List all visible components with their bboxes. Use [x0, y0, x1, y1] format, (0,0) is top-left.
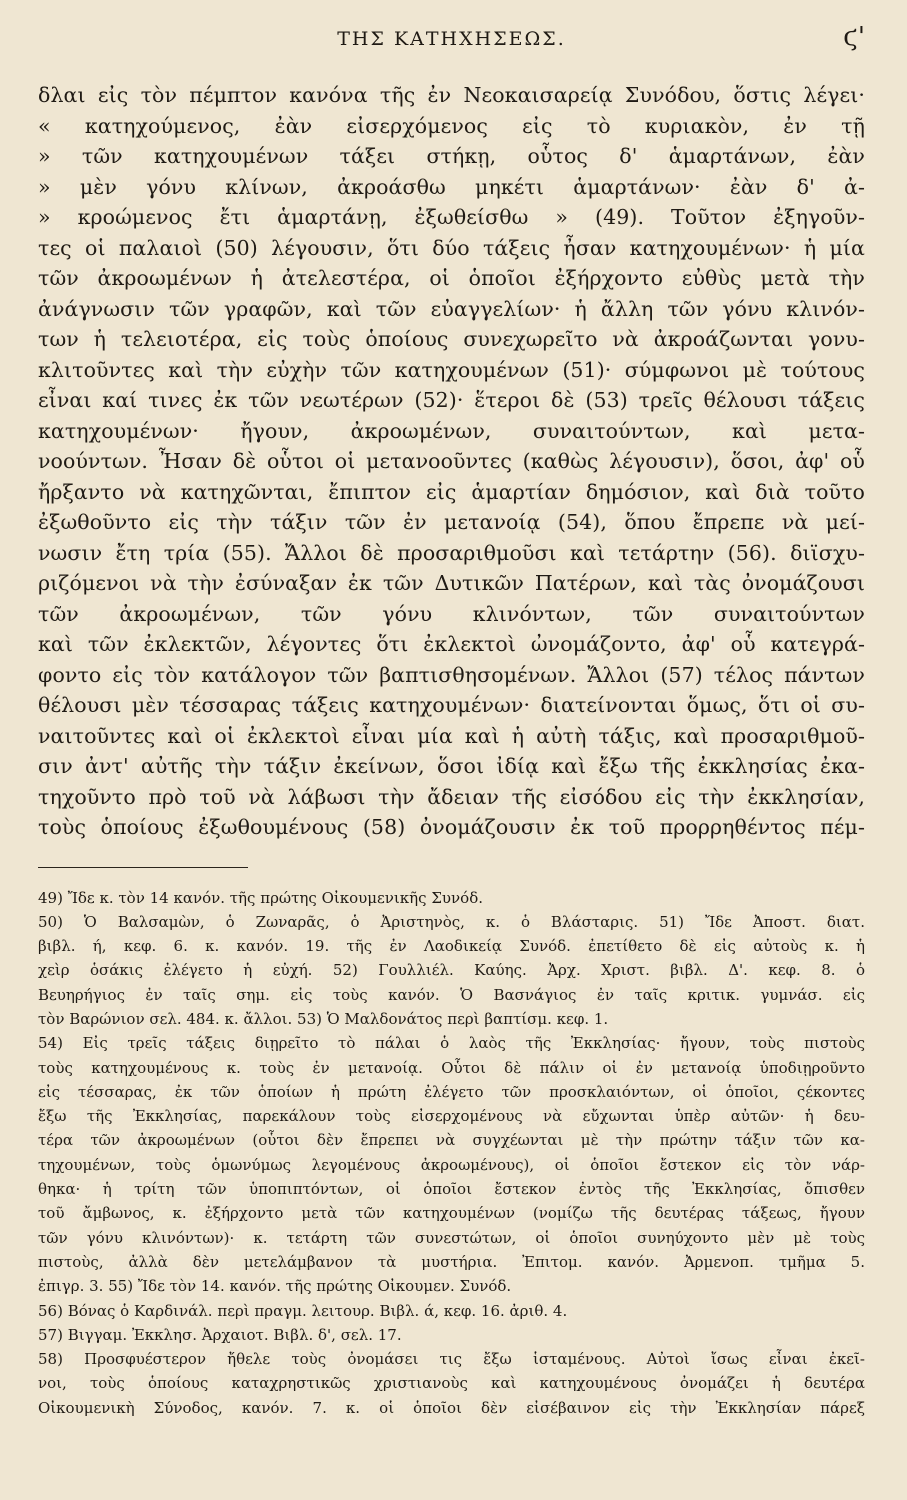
text-line: τοὺς ὁποίους ἐξωθουμένους (58) ὀνομάζουσιν ἐκ τοῦ προρρηθέντος πέμ-: [38, 815, 865, 839]
footnote-line: ἔξω τῆς Ἐκκλησίας, παρεκάλουν τοὺς εἰσερχομένους νὰ εὔχωνται ὑπὲρ αὐτῶν· ἡ δευ-: [38, 1107, 865, 1126]
text-line: σιν ἀντ' αὐτῆς τὴν τάξιν ἐκείνων, ὅσοι ἰδίᾳ καὶ ἔξω τῆς ἐκκλησίας ἐκα-: [38, 754, 865, 778]
text-line: » τῶν κατηχουμένων τάξει στήκῃ, οὗτος δ' ἁμαρτάνων, ἐὰν: [38, 144, 865, 168]
footnote-line: τέρα τῶν ἀκροωμένων (οὗτοι δὲν ἔπρεπει νὰ συγχέωνται μὲ τὴν πρώτην τάξιν τῶν κα-: [38, 1131, 865, 1150]
text-line: καὶ τῶν ἐκλεκτῶν, λέγοντες ὅτι ἐκλεκτοὶ ὠνομάζοντο, ἀφ' οὗ κατεγρά-: [38, 632, 865, 656]
text-line: τηχοῦντο πρὸ τοῦ νὰ λάβωσι τὴν ἄδειαν τῆς εἰσόδου εἰς τὴν ἐκκλησίαν,: [38, 784, 865, 809]
text-line: δλαι εἰς τὸν πέμπτον κανόνα τῆς ἐν Νεοκαισαρείᾳ Συνόδου, ὅστις λέγει·: [38, 83, 865, 107]
text-line: εἶναι καί τινες ἐκ τῶν νεωτέρων (52)· ἕτεροι δὲ (53) τρεῖς θέλουσι τάξεις: [38, 388, 865, 412]
text-line: ἀνάγνωσιν τῶν γραφῶν, καὶ τῶν εὐαγγελίων· ἡ ἄλλη τῶν γόνυ κλινόν-: [38, 296, 865, 321]
text-line: ναιτοῦντες καὶ οἱ ἐκλεκτοὶ εἶναι μία καὶ ἡ αὐτὴ τάξις, καὶ προσαριθμοῦ-: [38, 723, 865, 748]
page-header: [38, 22, 865, 66]
footnote-line: τῶν γόνυ κλινόντων)· κ. τετάρτη τῶν συνεστώτων, οἱ ὁποῖοι συνηύχοντο μὲν μὲ τοὺς: [38, 1228, 865, 1247]
footnote-line: 57) Βιγγαμ. Ἐκκλησ. Ἀρχαιοτ. Βιβλ. δ', σελ. 17.: [38, 1325, 402, 1344]
footnote-line: χεὶρ ὁσάκις ἐλέγετο ἡ εὐχή. 52) Γουλλιέλ. Καύης. Ἀρχ. Χριστ. βιβλ. Δ'. κεφ. 8. ὁ: [38, 961, 865, 980]
text-line: ἤρξαντο νὰ κατηχῶνται, ἔπιπτον εἰς ἁμαρτίαν δημόσιον, καὶ διὰ τοῦτο: [38, 479, 865, 504]
text-line: τες οἱ παλαιοὶ (50) λέγουσιν, ὅτι δύο τάξεις ἦσαν κατηχουμένων· ἡ μία: [38, 235, 865, 260]
text-line: των ἡ τελειοτέρα, εἰς τοὺς ὁποίους συνεχωρεῖτο νὰ ἀκροάζωνται γονυ-: [38, 327, 865, 351]
footnote-line: 54) Εἰς τρεῖς τάξεις διῃρεῖτο τὸ πάλαι ὁ λαὸς τῆς Ἐκκλησίας· ἤγουν, τοὺς πιστοὺς: [38, 1034, 865, 1053]
footnote-line: 50) Ὁ Βαλσαμὼν, ὁ Ζωναρᾶς, ὁ Ἀριστηνὸς, κ. ὁ Βλάσταρις. 51) Ἴδε Ἀποστ. διατ.: [38, 912, 865, 931]
footnote-line: 58) Προσφυέστερον ἤθελε τοὺς ὀνομάσει τις ἔξω ἱσταμένους. Αὐτοὶ ἴσως εἶναι ἐκεῖ-: [38, 1350, 865, 1369]
footnote-line: εἰς τέσσαρας, ἐκ τῶν ὁποίων ἡ πρώτη ἐλέγετο τῶν προσκλαιόντων, οἱ ὁποῖοι, ςέκοντες: [38, 1082, 865, 1101]
text-line: νοούντων. Ἦσαν δὲ οὗτοι οἱ μετανοοῦντες (καθὼς λέγουσιν), ὅσοι, ἀφ' οὗ: [38, 449, 865, 473]
footnote-line: 56) Βόνας ὁ Καρδινάλ. περὶ πραγμ. λειτουρ. Βιβλ. ά, κεφ. 16. ἀριθ. 4.: [38, 1301, 568, 1320]
footnote-line: ἐπιγρ. 3. 55) Ἴδε τὸν 14. κανόν. τῆς πρώτης Οἰκουμεν. Συνόδ.: [38, 1277, 512, 1296]
text-line: νωσιν ἔτη τρία (55). Ἄλλοι δὲ προσαριθμοῦσι καὶ τετάρτην (56). διϊσχυ-: [38, 540, 865, 565]
footnotes: [38, 886, 865, 1421]
footnote-line: τοῦ ἄμβωνος, κ. ἐξήρχοντο μετὰ τῶν κατηχουμένων (νομίζω τῆς δευτέρας τάξεως, ἤγουν: [38, 1204, 865, 1223]
text-line: « κατηχούμενος, ἐὰν εἰσερχόμενος εἰς τὸ κυριακὸν, ἐν τῇ: [38, 113, 865, 138]
text-line: ἐξωθοῦντο εἰς τὴν τάξιν τῶν ἐν μετανοίᾳ (54), ὅπου ἔπρεπε νὰ μεί-: [38, 510, 865, 534]
page-number: ϛ': [843, 22, 865, 52]
text-line: φοντο εἰς τὸν κατάλογον τῶν βαπτισθησομένων. Ἄλλοι (57) τέλος πάντων: [38, 662, 865, 687]
footnote-line: βιβλ. ή, κεφ. 6. κ. κανόν. 19. τῆς ἐν Λαοδικείᾳ Συνόδ. ἐπετίθετο δὲ εἰς αὐτοὺς κ. ἡ: [38, 937, 865, 956]
text-line: ριζόμενοι νὰ τὴν ἐσύναξαν ἐκ τῶν Δυτικῶν Πατέρων, καὶ τὰς ὀνομάζουσι: [38, 571, 865, 595]
text-line: » κροώμενος ἔτι ἁμαρτάνῃ, ἐξωθείσθω » (49). Τοῦτον ἐξηγοῦν-: [38, 205, 865, 229]
main-text: [38, 80, 865, 843]
text-line: κατηχουμένων· ἤγουν, ἀκροωμένων, συναιτούντων, καὶ μετα-: [38, 418, 865, 443]
footnote-line: θηκα· ἡ τρίτη τῶν ὑποπιπτόντων, οἱ ὁποῖοι ἔστεκον ἐντὸς τῆς Ἐκκλησίας, ὄπισθεν: [38, 1180, 865, 1199]
text-line: τῶν ἀκροωμένων, τῶν γόνυ κλινόντων, τῶν συναιτούντων: [38, 601, 865, 626]
footnote-line: πιστοὺς, ἀλλὰ δὲν μετελάμβανον τὰ μυστήρια. Ἐπιτομ. κανόν. Ἀρμενοπ. τμῆμα 5.: [38, 1252, 865, 1271]
footnote-divider: [38, 867, 248, 868]
footnote-line: τηχουμένων, τοὺς ὁμωνύμως λεγομένους ἀκροωμένους), οἱ ὁποῖοι ἔστεκον εἰς τὸν νάρ-: [38, 1155, 865, 1174]
footnote-line: τοὺς κατηχουμένους κ. τοὺς ἐν μετανοίᾳ. Οὗτοι δὲ πάλιν οἱ ἐν μετανοίᾳ ὑποδιῃροῦντο: [38, 1058, 865, 1077]
footnote-line: τὸν Βαρώνιον σελ. 484. κ. ἄλλοι. 53) Ὁ Μαλδονάτος περὶ βαπτίσμ. κεφ. 1.: [38, 1009, 609, 1028]
text-line: κλιτοῦντες καὶ τὴν εὐχὴν τῶν κατηχουμένων (51)· σύμφωνοι μὲ τούτους: [38, 357, 865, 382]
text-line: » μὲν γόνυ κλίνων, ἀκροάσθω μηκέτι ἁμαρτάνων· ἐὰν δ' ἀ-: [38, 174, 865, 199]
text-line: τῶν ἀκροωμένων ἡ ἀτελεστέρα, οἱ ὁποῖοι ἐξήρχοντο εὐθὺς μετὰ τὴν: [38, 266, 865, 290]
running-title: ΤΗΣ ΚΑΤΗΧΗΣΕΩΣ.: [337, 28, 566, 50]
footnote-line: Βευηρήγιος ἐν ταῖς σημ. εἰς τοὺς κανόν. Ὁ Βασνάγιος ἐν ταῖς κριτικ. γυμνάσ. εἰς: [38, 985, 865, 1004]
footnote-line: Οἰκουμενικὴ Σύνοδος, κανόν. 7. κ. οἱ ὁποῖοι δὲν εἰσέβαινον εἰς τὴν Ἐκκλησίαν πάρεξ: [38, 1398, 865, 1417]
text-line: θέλουσι μὲν τέσσαρας τάξεις κατηχουμένων· διατείνονται ὅμως, ὅτι οἱ συ-: [38, 693, 865, 717]
footnote-line: 49) Ἴδε κ. τὸν 14 κανόν. τῆς πρώτης Οἰκουμενικῆς Συνόδ.: [38, 888, 483, 907]
footnote-line: νοι, τοὺς ὁποίους καταχρηστικῶς χριστιανοὺς καὶ κατηχουμένους ὀνομάζει ἡ δευτέρα: [38, 1374, 865, 1393]
